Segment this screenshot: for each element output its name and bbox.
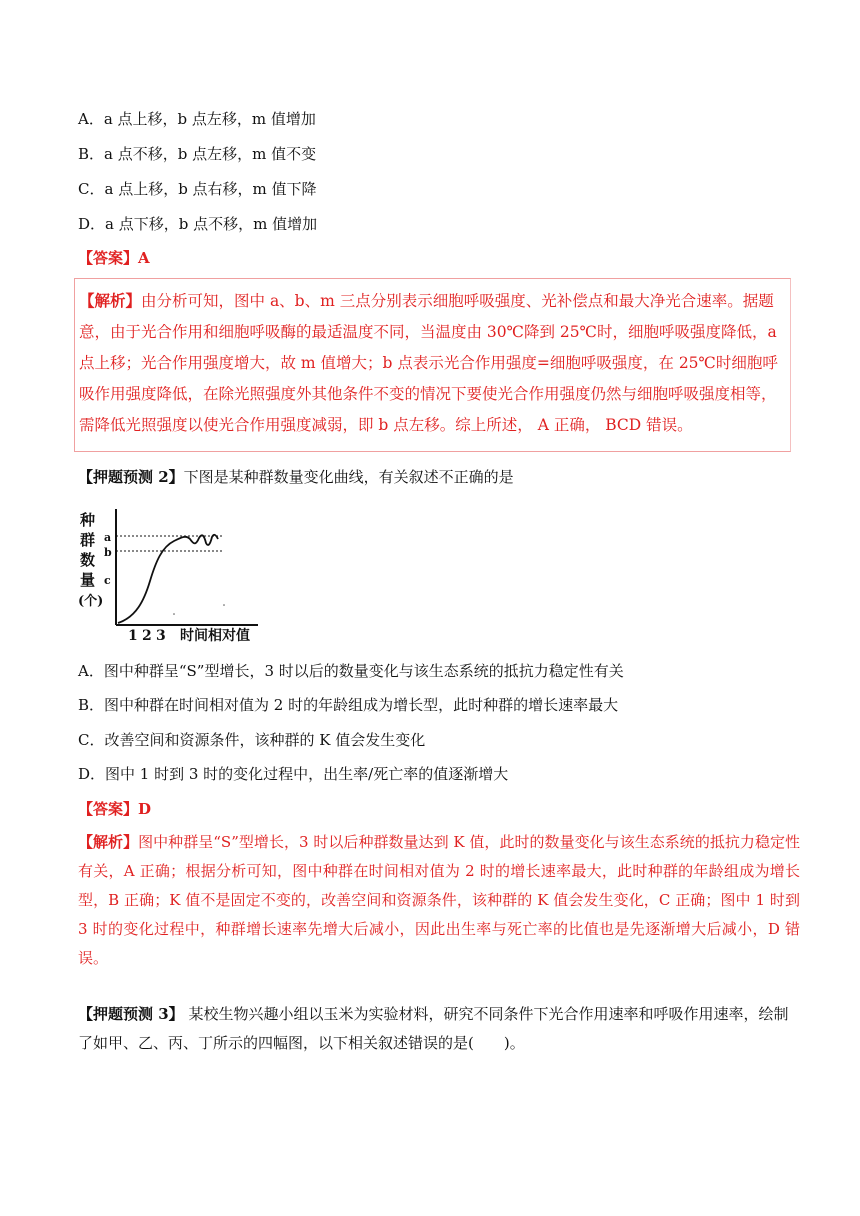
speck bbox=[223, 604, 225, 606]
level-b: b bbox=[104, 546, 112, 559]
analysis-1 bbox=[79, 285, 787, 441]
ylabel-char: 量 bbox=[80, 571, 96, 589]
option-a: A．图中种群呈“S”型增长，3 时以后的数量变化与该生态系统的抵抗力稳定性有关 bbox=[78, 662, 624, 680]
xtick-1: 1 bbox=[128, 628, 138, 644]
question-label: 【押题预测 2】 bbox=[78, 468, 184, 486]
option-b: B．图中种群在时间相对值为 2 时的年龄组成为增长型，此时种群的增长速率最大 bbox=[78, 696, 619, 714]
answer-value: D bbox=[138, 800, 152, 818]
answer-2 bbox=[78, 799, 151, 819]
analysis-text: 图中种群呈“S”型增长，3 时以后种群数量达到 K 值，此时的数量变化与该生态系统的抵抗力稳定性有关，A 正确；根据分析可知，图中种群在时间相对值为 2 时的增长速率最大，此时种群的年龄组成为增长型，B 正确；K 值不是固定不变的，改善空间和资源条件，该种群的 K 值会发生变化，C 正确；图中 1 时到 3 时的变化过程中，种群增长速率先增大后减小，因此出生率与死亡率的比值也是先逐渐增大后减小，D 错误。 bbox=[78, 833, 800, 967]
xlabel: 时间相对值 bbox=[180, 628, 250, 644]
answer-label: 【答案】 bbox=[78, 800, 139, 818]
option-d: D．图中 1 时到 3 时的变化过程中，出生率/死亡率的值逐渐增大 bbox=[78, 765, 509, 783]
option-a: A．a 点上移，b 点左移，m 值增加 bbox=[78, 110, 316, 128]
option-d: D．a 点下移，b 点不移，m 值增加 bbox=[78, 215, 318, 233]
question-3 bbox=[78, 1000, 800, 1058]
ylabel-unit: (个) bbox=[78, 594, 104, 609]
ylabel-char: 群 bbox=[80, 531, 96, 549]
analysis-1-box bbox=[74, 278, 791, 452]
analysis-2 bbox=[78, 828, 800, 973]
question-text: 下图是某种群数量变化曲线，有关叙述不正确的是 bbox=[183, 468, 514, 486]
answer-value: A bbox=[138, 249, 150, 267]
option-b: B．a 点不移，b 点左移，m 值不变 bbox=[78, 145, 317, 163]
answer-label: 【答案】 bbox=[78, 249, 139, 267]
question-label: 【押题预测 3】 bbox=[78, 1005, 184, 1023]
option-c: C．a 点上移，b 点右移，m 值下降 bbox=[78, 180, 317, 198]
population-curve-figure bbox=[78, 505, 268, 645]
analysis-label: 【解析】 bbox=[78, 833, 139, 851]
answer-1 bbox=[78, 248, 150, 268]
option-c: C．改善空间和资源条件，该种群的 K 值会发生变化 bbox=[78, 731, 426, 749]
analysis-label: 【解析】 bbox=[79, 291, 142, 310]
level-c: c bbox=[104, 574, 111, 587]
level-a: a bbox=[104, 531, 112, 544]
population-curve bbox=[118, 535, 218, 623]
ylabel-char: 种 bbox=[80, 511, 96, 529]
ylabel-char: 数 bbox=[80, 551, 96, 569]
xtick-3: 3 bbox=[156, 628, 166, 644]
question-text: 某校生物兴趣小组以玉米为实验材料，研究不同条件下光合作用速率和呼吸作用速率，绘制了如甲、乙、丙、丁所示的四幅图，以下相关叙述错误的是( )。 bbox=[78, 1005, 789, 1052]
speck bbox=[173, 613, 175, 615]
xtick-2: 2 bbox=[142, 628, 152, 644]
question-2 bbox=[78, 467, 514, 487]
analysis-text: 由分析可知，图中 a、b、m 三点分别表示细胞呼吸强度、光补偿点和最大净光合速率。据题意，由于光合作用和细胞呼吸酶的最适温度不同，当温度由 30℃降到 25℃时，细胞呼吸强度降低，a 点上移；光合作用强度增大，故 m 值增大；b 点表示光合作用强度=细胞呼吸强度，在 25℃时细胞呼吸作用强度降低，在除光照强度外其他条件不变的情况下要使光合作用强度仍然与细胞呼吸强度相等，需降低光照强度以使光合作用强度减弱，即 b 点左移。综上所述， A 正确， BCD 错误。 bbox=[79, 292, 778, 434]
